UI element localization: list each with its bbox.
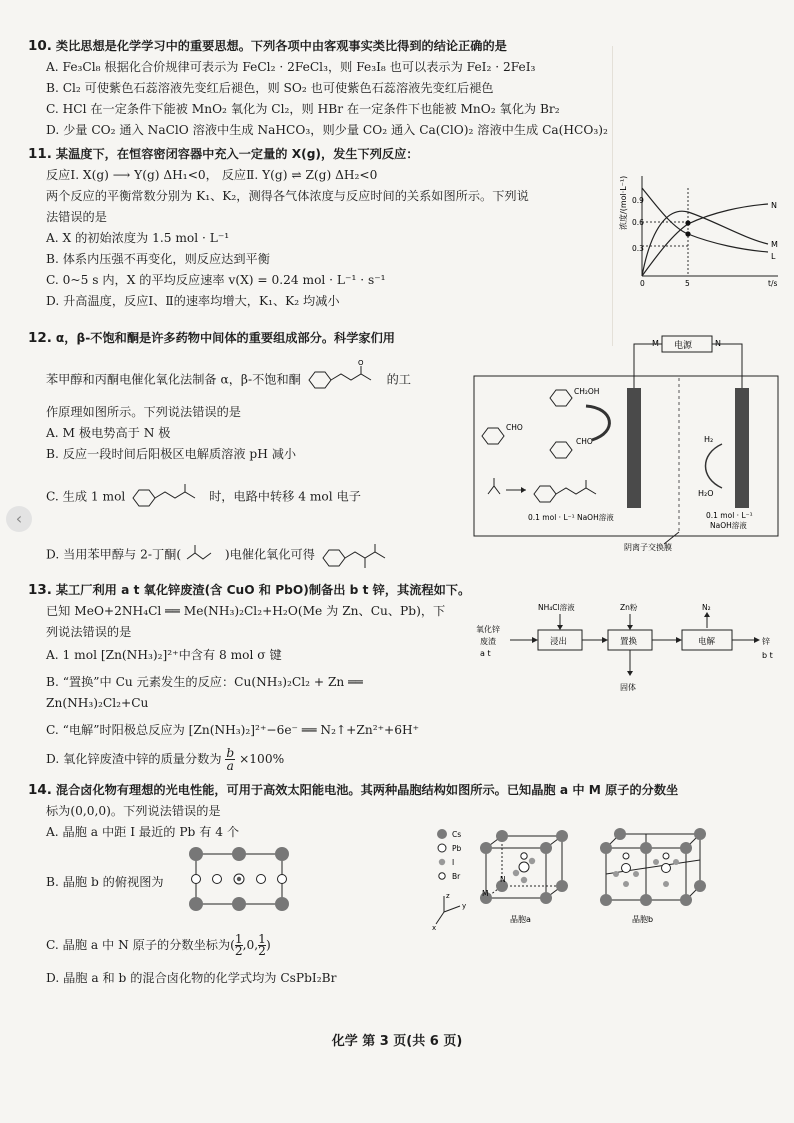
cell-b-label: 晶胞b (632, 915, 654, 924)
curve-label: N (771, 201, 777, 210)
anolyte-label: 0.1 mol · L⁻¹ NaOH溶液 (528, 513, 614, 522)
legend-label: Br (452, 872, 461, 881)
stem-line: 已知 MeO+2NH₄Cl ══ Me(NH₃)₂Cl₂+H₂O(Me 为 Zn、Cu、Pb)，下 (46, 604, 446, 618)
intersection-point (685, 231, 690, 236)
option-a: A. 1 mol [Zn(NH₃)₂]²⁺中含有 8 mol σ 键 (46, 648, 282, 662)
question-stem: 某工厂利用 a t 氧化锌废渣(含 CuO 和 PbO)制备出 b t 锌，其流程如下。 (55, 583, 471, 597)
fraction-denominator: 2 (258, 944, 266, 958)
fraction-numerator: 1 (234, 932, 243, 946)
process-flowchart (474, 598, 782, 698)
crystal-cells-figure (430, 826, 730, 930)
x-axis (436, 912, 444, 924)
fraction-denominator: 2 (234, 944, 243, 958)
power-supply-label: 电源 (674, 341, 693, 351)
question-11 (28, 144, 529, 312)
benzaldehyde-label: CHO (506, 423, 523, 432)
crystal-cell-b (600, 828, 706, 906)
feed-label: 废渣 (480, 637, 496, 646)
stem-line: 标为(0,0,0)。下列说法错误的是 (46, 804, 221, 818)
question-14-option-d (28, 968, 336, 989)
stem-line: 列说法错误的是 (46, 625, 132, 639)
legend-label: Cs (452, 830, 462, 839)
anode-electrode (627, 388, 641, 508)
curve-m (642, 211, 768, 276)
butanone-structure (185, 543, 221, 567)
byproduct-label: 固体 (620, 683, 636, 692)
previous-page-button[interactable]: ‹ (6, 506, 32, 532)
option-b: B. 反应一段时间后阳极区电解质溶液 pH 减小 (46, 447, 297, 461)
question-number: 11. (28, 146, 52, 162)
catholyte-label: NaOH溶液 (710, 521, 747, 530)
option-d: D. 少量 CO₂ 通入 NaClO 溶液中生成 NaHCO₃，则少量 CO₂ 通入 Ca(ClO)₂ 溶液中生成 Ca(HCO₃)₂ (46, 123, 608, 137)
option-a: A. M 极电势高于 N 极 (46, 426, 171, 440)
stem-line: 苯甲醇和丙酮电催化氧化法制备 α，β-不饱和酮 (46, 372, 301, 387)
atom-m-label: M (482, 889, 489, 898)
y-tick-label: 0.6 (632, 218, 644, 227)
axis-label: x (432, 924, 437, 932)
product-label: 锌 (762, 637, 770, 646)
option-c: C. 晶胞 a 中 N 原子的分数坐标为( (46, 938, 235, 952)
question-13 (28, 580, 470, 772)
wire (712, 344, 742, 388)
x-axis-label: t/s (768, 279, 778, 288)
y-tick-label: 0.3 (632, 244, 644, 253)
stem-line: 的工 (386, 372, 411, 387)
electrolysis-cell-diagram (474, 332, 780, 552)
svg-text:O: O (357, 359, 364, 367)
unsaturated-ketone-structure (129, 482, 205, 512)
membrane-label: 阴离子交换膜 (624, 543, 672, 552)
option-c: C. 生成 1 mol (46, 489, 126, 504)
question-12-option-d (28, 540, 399, 570)
option-c: C. 0~5 s 内，X 的平均反应速率 v(X) = 0.24 mol · L⁻¹ · s⁻¹ (46, 273, 386, 287)
axis-label: z (446, 892, 450, 900)
option-a: A. X 的初始浓度为 1.5 mol · L⁻¹ (46, 231, 230, 245)
reaction-arrow (706, 444, 723, 488)
feed-label: a t (480, 649, 491, 658)
option-a: A. 晶胞 a 中距 I 最近的 Pb 有 4 个 (46, 825, 240, 839)
legend-cs-marker (437, 829, 447, 839)
stem-line: 两个反应的平衡常数分别为 K₁、K₂，测得各气体浓度与反应时间的关系如图所示。下列说 (46, 189, 529, 203)
question-number: 13. (28, 582, 52, 598)
y-tick-label: 0.9 (632, 196, 644, 205)
legend-br-marker (439, 873, 445, 879)
legend-label: I (452, 858, 455, 867)
question-12-body (28, 402, 296, 465)
page-footer: 化学 第 3 页(共 6 页) (331, 1034, 463, 1049)
question-number: 12. (28, 330, 52, 346)
feed-label: 氧化锌 (476, 625, 500, 634)
fraction (235, 934, 243, 957)
y-axis-label: 浓度/(mol·L⁻¹) (619, 175, 628, 230)
product-mass-label: b t (762, 651, 773, 660)
question-stem: α，β-不饱和酮是许多药物中间体的重要组成部分。科学家们用 (55, 331, 395, 345)
option-a: A. Fe₃Cl₈ 根据化合价规律可表示为 FeCl₂ · 2FeCl₃，则 Fe₃I₈ 也可以表示为 FeI₂ · 2FeI₃ (46, 60, 536, 74)
benzaldehyde-label: CHO (576, 437, 593, 446)
gas-label: N₂ (702, 603, 711, 612)
question-stem: 混合卤化物有理想的光电性能，可用于高效太阳能电池。其两种晶胞结构如图所示。已知晶胞 a 中 M 原子的分数坐 (55, 783, 679, 797)
option-b: B. Cl₂ 可使紫色石蕊溶液先变红后褪色，则 SO₂ 也可使紫色石蕊溶液先变红后褪色 (46, 81, 494, 95)
stem-line: 法错误的是 (46, 210, 107, 224)
fraction-denominator: a (226, 759, 234, 773)
fraction (225, 747, 235, 772)
question-12-line2 (28, 359, 411, 394)
question-stem: 类比思想是化学学习中的重要思想。下列各项中由客观事实类比得到的结论正确的是 (55, 39, 507, 53)
product-structure (319, 540, 399, 570)
water-label: H₂O (698, 489, 714, 498)
question-12 (28, 328, 395, 349)
question-10 (28, 36, 608, 141)
legend-label: Pb (452, 844, 462, 853)
option-d-suffix: ×100% (239, 752, 285, 766)
option-b: B. 体系内压强不再变化，则反应达到平衡 (46, 252, 270, 266)
fraction-numerator: b (226, 746, 235, 760)
option-c: C. HCl 在一定条件下能被 MnO₂ 氧化为 Cl₂，则 HBr 在一定条件下也能被 MnO₂ 氧化为 Br₂ (46, 102, 560, 116)
fraction-numerator: 1 (258, 932, 266, 946)
atom-n-label: N (500, 875, 506, 884)
terminal-m-label: M (652, 339, 659, 348)
hydrogen-label: H₂ (704, 435, 714, 444)
curve-label: M (771, 240, 778, 249)
option-c-suffix: 时，电路中转移 4 mol 电子 (209, 489, 361, 504)
axis-label: y (462, 902, 467, 910)
crystal-cell-a (480, 830, 568, 904)
unsaturated-ketone-structure (305, 359, 383, 394)
x-tick-label: 0 (640, 279, 645, 288)
question-number: 14. (28, 782, 52, 798)
fraction (258, 934, 266, 957)
question-stem: 某温度下，在恒容密闭容器中充入一定量的 X(g)，发生下列反应： (55, 147, 419, 161)
reagent-label: Zn粉 (620, 603, 638, 612)
y-axis (444, 906, 460, 912)
coordinate-separator: ,0, (242, 938, 259, 952)
question-14-option-b (28, 872, 164, 893)
option-d: D. 升高温度，反应Ⅰ、Ⅱ的速率均增大，K₁、K₂ 均减小 (46, 294, 340, 308)
option-d: D. 晶胞 a 和 b 的混合卤化物的化学式均为 CsPbI₂Br (46, 971, 337, 985)
option-d-suffix: )电催化氧化可得 (224, 547, 315, 562)
replace-label: 置换 (620, 637, 638, 647)
reaction-arrow (586, 406, 609, 440)
option-c: C. “电解”时阳极总反应为 [Zn(NH₃)₂]²⁺−6e⁻ ══ N₂↑+Zn²⁺+6H⁺ (46, 723, 420, 737)
electrolysis-label: 电解 (698, 637, 716, 647)
curve-x (642, 188, 768, 252)
reaction-equations: 反应Ⅰ. X(g) ⟶ Y(g) ΔH₁<0， 反应Ⅱ. Y(g) ⇌ Z(g) ΔH₂<0 (46, 168, 378, 182)
catholyte-label: 0.1 mol · L⁻¹ (706, 511, 753, 520)
intersection-point (685, 220, 690, 225)
question-14-option-c (28, 934, 271, 957)
coordinate-close: ) (265, 938, 271, 952)
option-d: D. 氧化锌废渣中锌的质量分数为 (46, 752, 222, 766)
question-12-option-c (28, 482, 361, 512)
concentration-time-graph (618, 168, 788, 298)
legend-i-marker (439, 859, 445, 865)
cell-a-label: 晶胞a (510, 915, 531, 924)
option-b: B. 晶胞 b 的俯视图为 (46, 875, 164, 889)
option-d: D. 当用苯甲醇与 2-丁酮( (46, 547, 182, 562)
top-view-figure (186, 846, 292, 912)
leach-label: 浸出 (550, 637, 568, 647)
reagent-label: NH₄Cl溶液 (538, 603, 575, 612)
question-number: 10. (28, 38, 52, 54)
benzyl-alcohol-label: CH₂OH (574, 387, 600, 396)
option-b-continued: Zn(NH₃)₂Cl₂+Cu (46, 696, 149, 710)
curve-label: L (771, 252, 776, 261)
stem-line: 作原理如图所示。下列说法错误的是 (46, 405, 241, 419)
option-b: B. “置换”中 Cu 元素发生的反应：Cu(NH₃)₂Cl₂ + Zn ══ (46, 675, 363, 689)
cathode-electrode (735, 388, 749, 508)
x-tick-label: 5 (685, 279, 690, 288)
legend-pb-marker (438, 844, 446, 852)
terminal-n-label: N (715, 339, 721, 348)
wire (634, 344, 662, 388)
